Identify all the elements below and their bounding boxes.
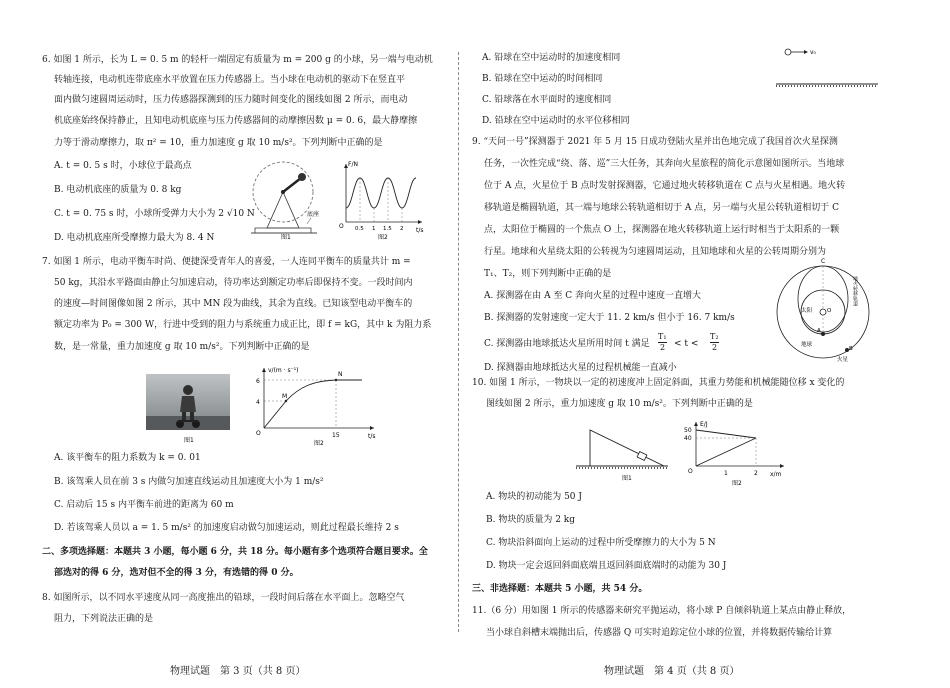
q6-fig1-caption: 图1	[281, 234, 291, 240]
q7-line-2: 50 kg，其沿水平路面由静止匀加速启动，待功率达到额定功率后即保持不变。一段时间内	[54, 278, 413, 288]
q6-line-2: 转轴连接，电动机连带底座水平放置在压力传感器上。当小球在电动机的驱动下在竖直平	[54, 75, 406, 85]
q9-line-4: 移轨道是椭圆轨道，其一端与地球公转轨道相切于 A 点，另一端与火星公转轨道相切于 C	[484, 203, 839, 213]
q9-fig-point-a: A	[817, 328, 821, 334]
q11-line-2: 当小球自斜槽末端抛出后，传感器 Q 可实时追踪定位小球的位置，并将数据传输给计算	[486, 628, 833, 638]
q10-fig2-x1: 1	[724, 470, 728, 477]
section-2-heading: 二、多项选择题：本题共 3 小题，每小题 6 分，共 18 分。每小题有多个选项符合题目要求。全	[42, 547, 428, 557]
q10-line-1: 10. 如图 1 所示，一物块以一定的初速度冲上固定斜面，其重力势能和机械能随位移 x 变化的	[472, 378, 845, 388]
q6-line-1: 6. 如图 1 所示，长为 L = 0. 5 m 的轻杆一端固定有质量为 m = 200 g 的小球，另一端与电动机	[42, 55, 433, 65]
q7-option-c: C. 启动后 15 s 内平衡车前进的距离为 60 m	[54, 500, 234, 510]
q9-fraction-2b: 2	[712, 343, 718, 352]
q6-fig2-tick: 1.5	[383, 226, 392, 232]
q7-option-b: B. 该驾乘人员在前 3 s 内做匀加速直线运动且加速度大小为 1 m/s²	[54, 477, 324, 487]
q10-option-a: A. 物块的初动能为 50 J	[486, 492, 583, 502]
q6-option-c: C. t = 0. 75 s 时，小球所受弹力大小为 2 √10 N	[54, 209, 255, 219]
q6-fig2-ylabel: F/N	[348, 161, 358, 168]
q6-figure-1-motor	[245, 158, 329, 240]
q10-option-b: B. 物块的质量为 2 kg	[486, 515, 575, 525]
q6-option-b: B. 电动机底座的质量为 0. 8 kg	[54, 185, 182, 195]
q10-fig2-y50: 50	[684, 427, 692, 434]
q9-option-a: A. 探测器在由 A 至 C 奔向火星的过程中速度一直增大	[484, 291, 702, 301]
q8-option-d: D. 铅球在空中运动时的水平位移相同	[482, 116, 630, 126]
q10-line-2: 图线如图 2 所示，重力加速度 g 取 10 m/s²。下列判断中正确的是	[486, 399, 753, 409]
q9-line-1: 9. “天问一号”探测器于 2021 年 5 月 15 日成功登陆火星并出色地完成了我国首次火星探测	[472, 137, 838, 147]
q10-figure-1-incline	[572, 420, 672, 484]
q7-fig2-y6: 6	[256, 378, 260, 385]
q10-fig2-ylabel: E/J	[700, 421, 708, 428]
q6-fig2-tick: 0.5	[355, 226, 364, 232]
q7-line-5: 数，是一常量，重力加速度 g 取 10 m/s²。下列判断中正确的是	[54, 342, 310, 352]
q9-option-d: D. 探测器由地球抵达火星的过程机械能一直减小	[484, 363, 677, 373]
q9-fig-point-b: B	[849, 346, 853, 352]
q9-fig-earth-label: 地球	[801, 342, 813, 348]
q10-option-c: C. 物块沿斜面向上运动的过程中所受摩擦力的大小为 5 N	[486, 538, 716, 548]
q10-fig2-y40: 40	[684, 435, 692, 442]
page-4-column	[472, 0, 897, 688]
q9-fraction-t1: T₁	[658, 332, 667, 341]
q9-option-b: B. 探测器的发射速度一定大于 11. 2 km/s 但小于 16. 7 km/s	[484, 313, 735, 323]
q7-fig2-point-m: M	[282, 393, 288, 400]
q9-fraction-2a: 2	[660, 343, 666, 352]
q9-fig-point-o: O	[827, 308, 832, 314]
q9-fig-sun-label: 太阳	[801, 308, 813, 314]
q6-line-3: 面内做匀速圆周运动时，压力传感器探测到的压力随时间变化的图线如图 2 所示，而电动	[54, 95, 408, 105]
q7-fig2-x15: 15	[332, 432, 340, 439]
q6-figure-2-force-graph	[334, 158, 426, 240]
q6-fig2-xlabel: t/s	[416, 227, 424, 234]
column-divider	[458, 52, 459, 632]
q8-line-1: 8. 如图所示，以不同水平速度从同一高度推出的铅球，一段时间后落在水平面上。忽略空气	[42, 593, 405, 603]
q6-fig2-origin: O	[339, 223, 344, 230]
q7-fig2-ylabel: v/(m · s⁻¹)	[268, 367, 299, 374]
q9-line-6: 行星。地球和火星绕太阳的公转视为匀速圆周运动，且知地球和火星的公转周期分别为	[484, 247, 827, 257]
q7-fig2-y4: 4	[256, 399, 260, 406]
q7-figure-1-photo	[144, 366, 232, 446]
page-3-column	[42, 0, 442, 688]
q6-option-d: D. 电动机底座所受摩擦力最大为 8. 4 N	[54, 233, 215, 243]
q9-option-c-text: C. 探测器由地球抵达火星所用时间 t 满足	[484, 339, 650, 349]
q10-fig1-caption: 图1	[622, 475, 632, 482]
q8-option-c: C. 铅球落在水平面时的速度相同	[482, 95, 612, 105]
q7-fig1-caption: 图1	[184, 437, 194, 444]
page-3-footer: 物理试题 第 3 页（共 8 页）	[170, 666, 306, 677]
q6-option-a: A. t = 0. 5 s 时，小球位于最高点	[54, 161, 192, 171]
q10-option-d: D. 物块一定会返回斜面底端且返回斜面底端时的动能为 30 J	[486, 561, 727, 571]
page-4-footer: 物理试题 第 4 页（共 8 页）	[604, 666, 740, 677]
q7-fig2-xlabel: t/s	[368, 433, 376, 440]
q6-line-4: 机底座始终保持静止，且知电动机底座与压力传感器间的动摩擦因数 μ = 0. 6，最大静摩擦	[54, 116, 418, 126]
q9-line-5: 点，太阳位于椭圆的一个焦点 O 上，探测器在地火转移轨道上运行时相当于太阳系的一颗	[484, 225, 840, 235]
q6-fig2-tick: 1	[372, 226, 376, 232]
q9-fig-mars-label: 火星	[837, 357, 849, 363]
q6-fig2-caption: 图2	[378, 234, 388, 240]
q9-fraction-t2: T₂	[710, 332, 719, 341]
q9-figure-orbits	[775, 250, 875, 370]
q6-fig2-tick: 2	[400, 226, 404, 232]
q7-figure-2-velocity-graph	[250, 364, 382, 446]
q9-line-3: 位于 A 点，火星位于 B 点时发射探测器，它通过地火转移轨道在 C 点与火星相遇。地火转	[484, 181, 846, 191]
q10-fig2-x2: 2	[754, 470, 758, 477]
section-3-heading: 三、非选择题：本题共 5 小题，共 54 分。	[472, 584, 648, 594]
q6-line-5: 力等于滑动摩擦力，取 π² = 10，重力加速度 g 取 10 m/s²。下列判断中正确的是	[54, 138, 383, 148]
q7-fig2-origin: O	[256, 430, 261, 437]
q7-line-4: 额定功率为 P₀ = 300 W，行进中受到的阻力与系统重力成正比，即 f = kG，其中 k 为阻力系	[54, 320, 432, 330]
q10-figure-2-energy-graph	[680, 418, 790, 488]
q11-line-1: 11.（6 分）用如图 1 所示的传感器来研究平抛运动，将小球 P 自倾斜轨道上某点由静止释放，	[472, 606, 852, 616]
q8-option-a: A. 铅球在空中运动时的加速度相同	[482, 53, 621, 63]
q9-fig-transfer-orbit-label: 地火转移轨道	[852, 276, 858, 306]
q9-fig-point-c: C	[821, 258, 826, 265]
q7-line-1: 7. 如图 1 所示，电动平衡车时尚、便捷深受青年人的喜爱，一人连同平衡车的质量共计 m =	[42, 257, 411, 267]
q9-inequality: < t <	[674, 339, 699, 349]
q8-figure-shot-put	[772, 42, 882, 92]
q6-base-label: 底座	[307, 211, 320, 218]
q8-option-b: B. 铅球在空中运动的时间相同	[482, 74, 603, 84]
q7-option-d: D. 若该驾乘人员以 a = 1. 5 m/s² 的加速度启动做匀加速运动，则此过程最长维持 2 s	[54, 523, 399, 533]
q9-line-7: T₁、T₂，则下列判断中正确的是	[484, 269, 612, 279]
q8-v0-label: v₀	[810, 49, 816, 56]
q10-fig2-caption: 图2	[732, 480, 742, 487]
q7-option-a: A. 该平衡车的阻力系数为 k = 0. 01	[54, 453, 201, 463]
q7-fig2-point-n: N	[338, 371, 343, 378]
q7-line-3: 的速度—时间图像如图 2 所示，其中 MN 段为曲线，其余为直线。已知该型电动平衡车的	[54, 299, 413, 309]
q7-fig2-caption: 图2	[314, 440, 324, 446]
q10-fig2-origin: O	[688, 468, 693, 475]
q10-fig2-xlabel: x/m	[770, 471, 782, 478]
q9-line-2: 任务，一次性完成“绕、落、巡”三大任务，其奔向火星旅程的简化示意图如图所示。当地球	[484, 159, 845, 169]
section-2-instructions: 部选对的得 6 分，选对但不全的得 3 分，有选错的得 0 分。	[54, 568, 299, 578]
q8-line-2: 阻力，下列说法正确的是	[54, 614, 154, 624]
